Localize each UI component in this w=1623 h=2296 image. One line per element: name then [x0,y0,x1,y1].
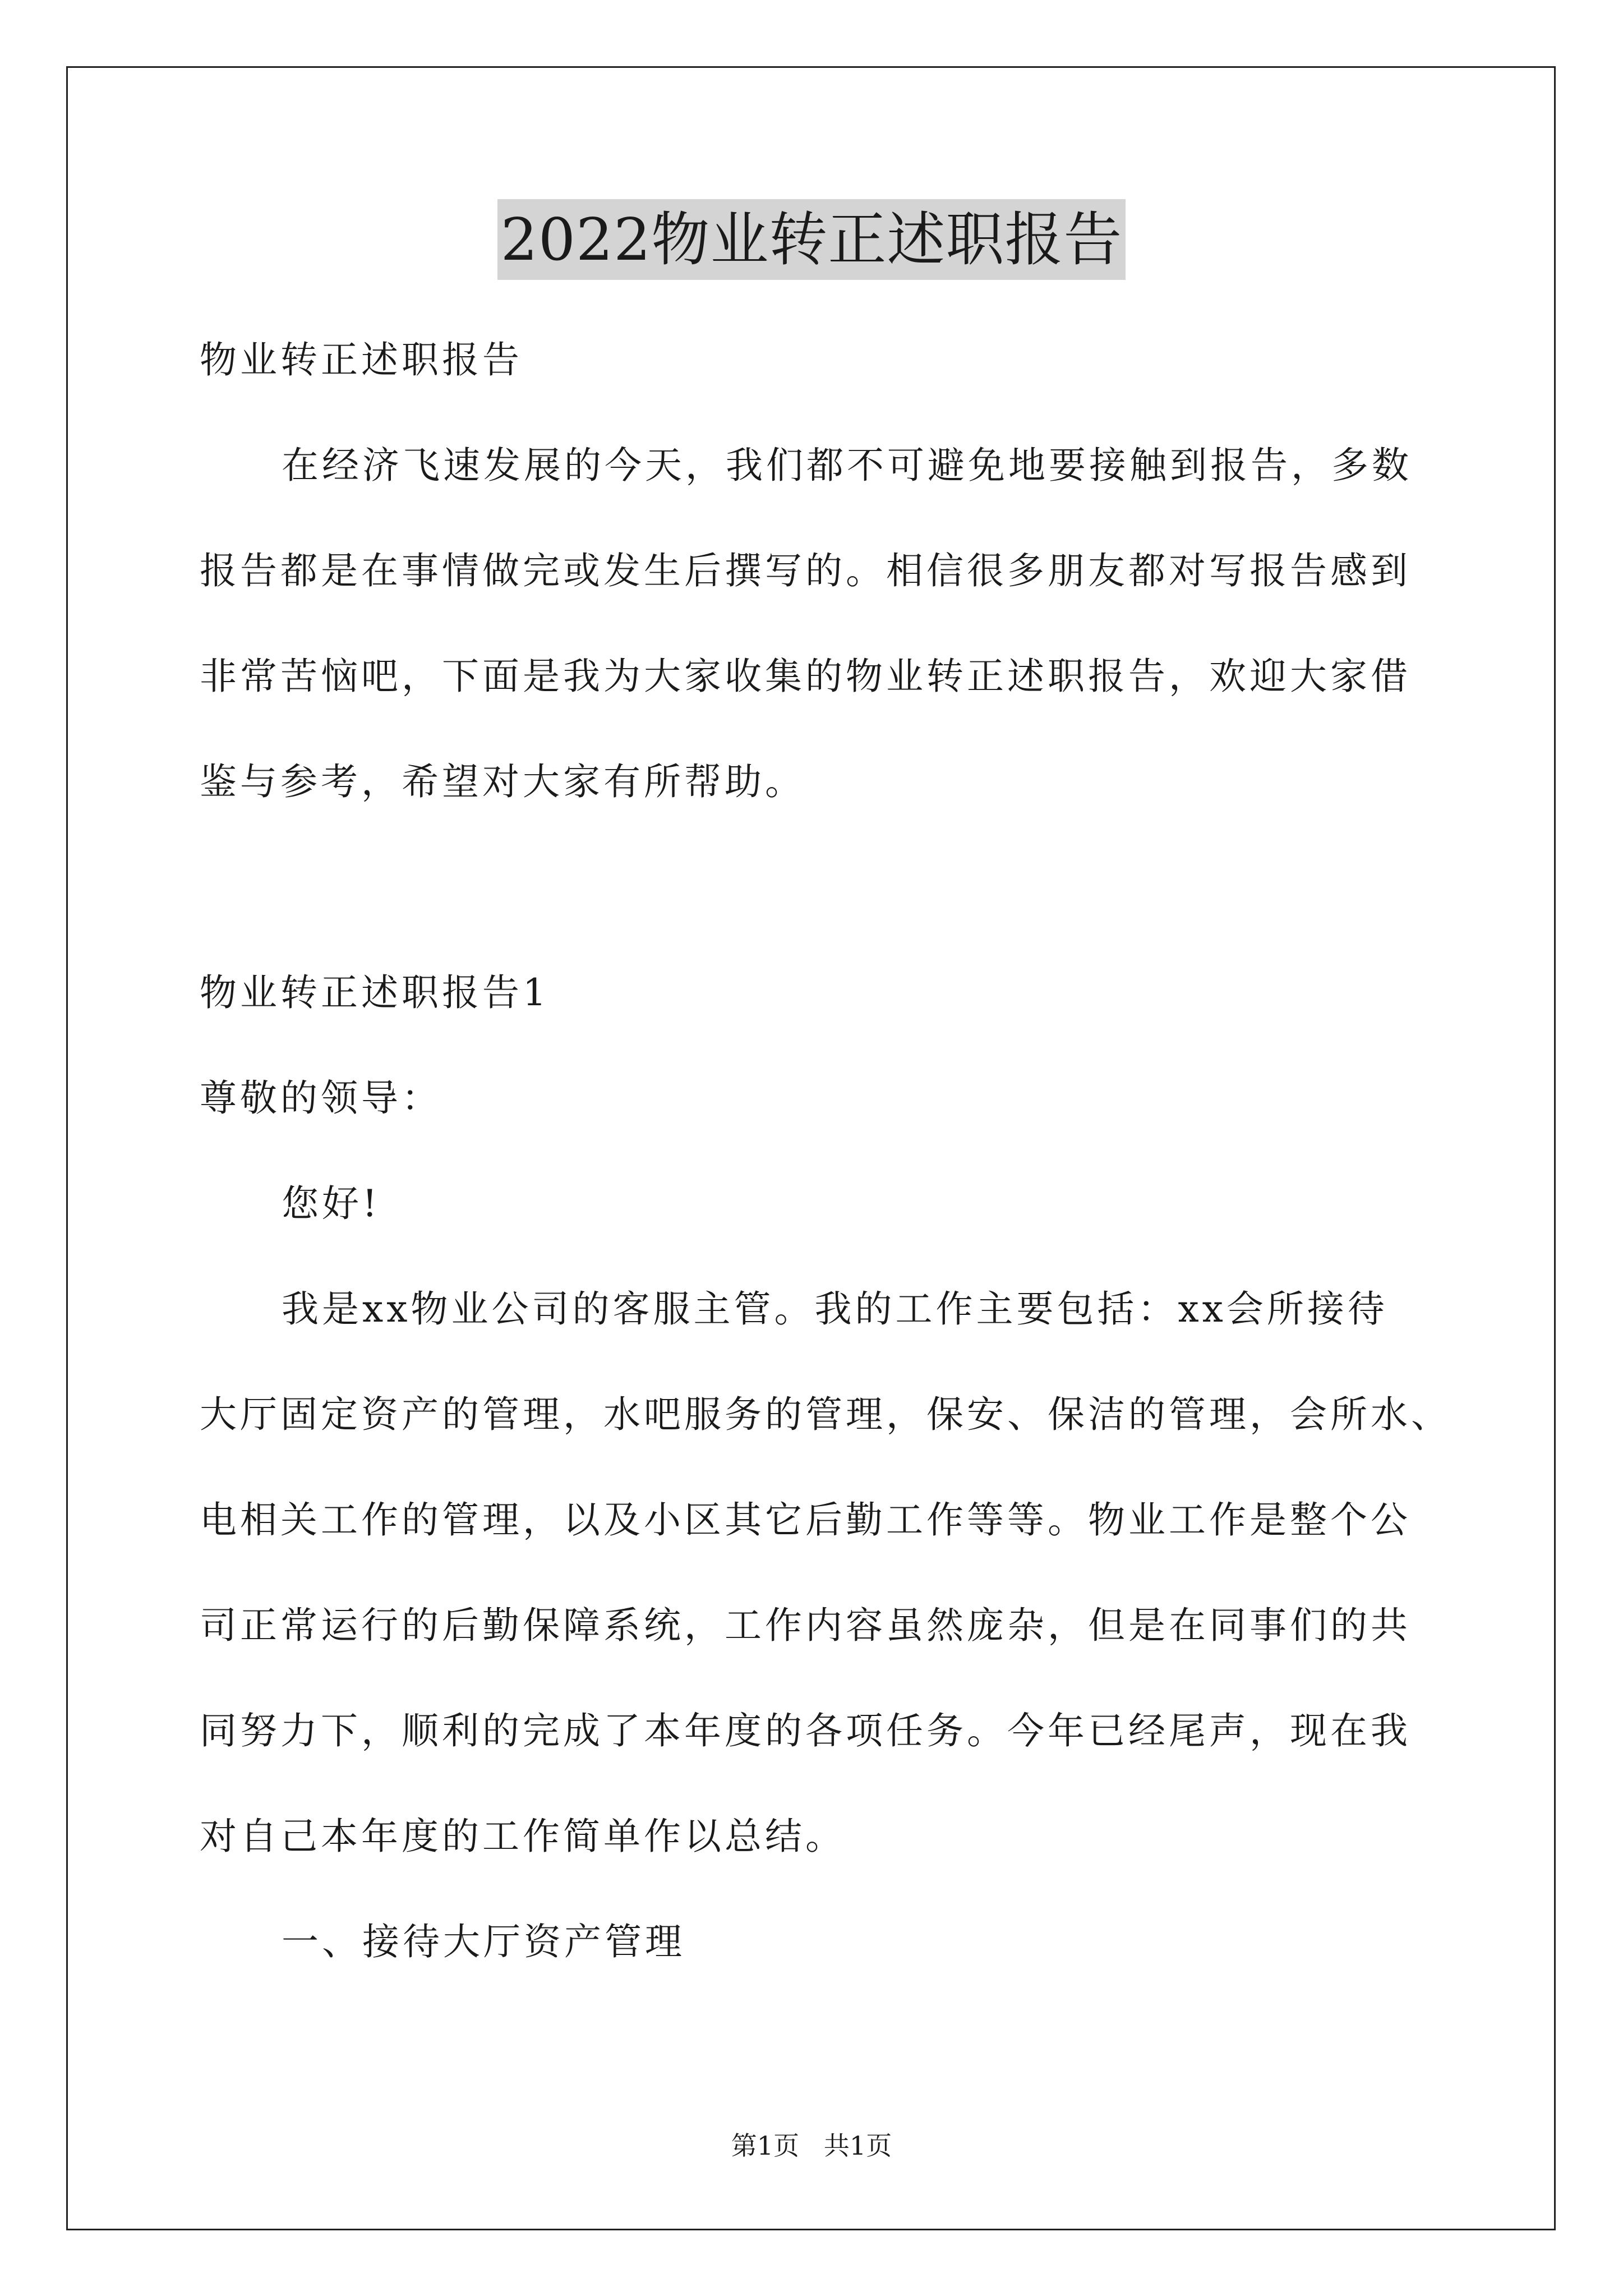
paragraph-line: 非常苦恼吧，下面是我为大家收集的物业转正述职报告，欢迎大家借 [200,655,1411,698]
paragraph-line: 鉴与参考，希望对大家有所帮助。 [200,760,805,803]
subsection-heading: 一、接待大厅资产管理 [282,1920,685,1963]
paragraph-line: 同努力下，顺利的完成了本年度的各项任务。今年已经尾声，现在我 [200,1709,1411,1752]
paragraph-line: 电相关工作的管理，以及小区其它后勤工作等等。物业工作是整个公 [200,1498,1411,1542]
paragraph-line: 在经济飞速发展的今天，我们都不可避免地要接触到报告，多数 [282,444,1412,487]
paragraph-line: 对自己本年度的工作简单作以总结。 [200,1815,846,1858]
salutation: 尊敬的领导： [200,1076,442,1120]
paragraph-line: 司正常运行的后勤保障系统，工作内容虽然庞杂，但是在同事们的共 [200,1604,1411,1647]
section-heading: 物业转正述职报告1 [200,971,550,1014]
document-body [200,307,1456,1995]
section-heading: 物业转正述职报告 [200,338,523,381]
paragraph-line: 我是xx物业公司的客服主管。我的工作主要包括：xx会所接待 [282,1287,1388,1331]
page-number-footer: 第1页 共1页 [731,2131,892,2161]
paragraph-spacer [200,835,1456,940]
paragraph-line: 报告都是在事情做完或发生后撰写的。相信很多朋友都对写报告感到 [200,549,1411,592]
paragraph-line: 大厅固定资产的管理，水吧服务的管理，保安、保洁的管理，会所水、 [200,1393,1451,1436]
greeting: 您好! [282,1182,381,1225]
title-container [0,199,1623,280]
document-title: 2022物业转正述职报告 [497,199,1126,280]
